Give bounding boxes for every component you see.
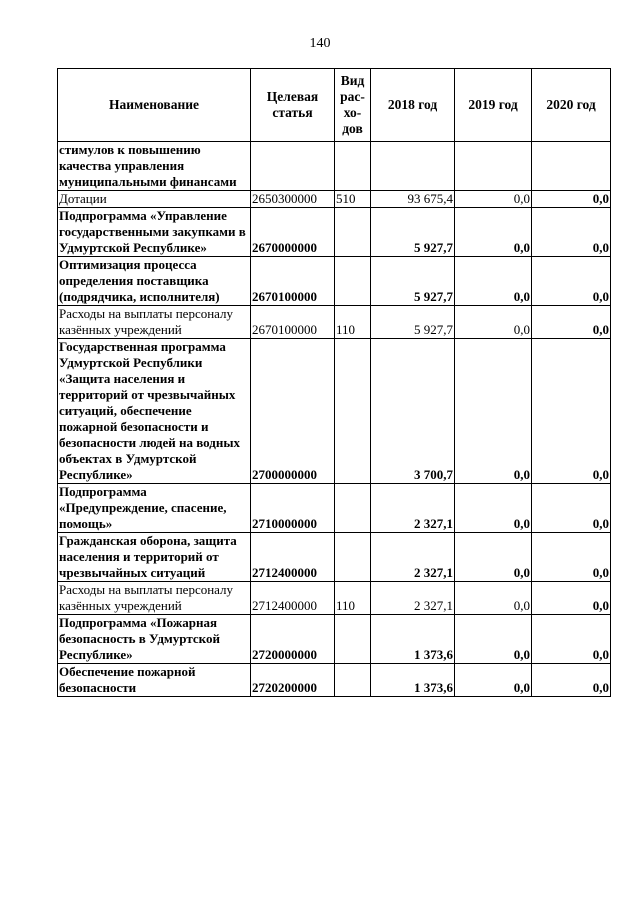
cell-name: Расходы на выплаты персоналу казённых учреждений bbox=[58, 306, 251, 339]
cell-2018 bbox=[371, 142, 455, 191]
cell-2020: 0,0 bbox=[532, 191, 611, 208]
cell-code: 2712400000 bbox=[251, 582, 335, 615]
cell-kind: 110 bbox=[335, 582, 371, 615]
cell-code: 2712400000 bbox=[251, 533, 335, 582]
cell-code: 2650300000 bbox=[251, 191, 335, 208]
cell-2018: 1 373,6 bbox=[371, 664, 455, 697]
cell-2018: 1 373,6 bbox=[371, 615, 455, 664]
header-2020: 2020 год bbox=[532, 69, 611, 142]
cell-2019: 0,0 bbox=[455, 208, 532, 257]
cell-2020: 0,0 bbox=[532, 208, 611, 257]
table-row bbox=[58, 664, 611, 697]
cell-2019: 0,0 bbox=[455, 257, 532, 306]
page-number: 140 bbox=[309, 36, 331, 51]
table-row bbox=[58, 615, 611, 664]
cell-name: Подпрограмма «Пожарная безопасность в Удмуртской Республике» bbox=[58, 615, 251, 664]
table-row bbox=[58, 142, 611, 191]
cell-kind bbox=[335, 339, 371, 484]
table-row bbox=[58, 533, 611, 582]
header-2018: 2018 год bbox=[371, 69, 455, 142]
cell-name: Гражданская оборона, защита населения и территорий от чрезвычайных ситуаций bbox=[58, 533, 251, 582]
cell-2020: 0,0 bbox=[532, 484, 611, 533]
cell-name: Государственная программа Удмуртской Республики «Защита населения и территорий от чрезвычайных ситуаций, обеспечение пожарной безопасности и безопасности людей на водных объектах в Удмуртской Республике» bbox=[58, 339, 251, 484]
table-header-row bbox=[58, 69, 611, 142]
cell-kind bbox=[335, 142, 371, 191]
table-row bbox=[58, 208, 611, 257]
cell-kind bbox=[335, 257, 371, 306]
table-row bbox=[58, 339, 611, 484]
cell-kind bbox=[335, 664, 371, 697]
cell-2018: 5 927,7 bbox=[371, 208, 455, 257]
cell-2019: 0,0 bbox=[455, 339, 532, 484]
cell-2019: 0,0 bbox=[455, 191, 532, 208]
table-row bbox=[58, 257, 611, 306]
budget-table bbox=[57, 68, 611, 697]
cell-2020: 0,0 bbox=[532, 582, 611, 615]
cell-name: Оптимизация процесса определения поставщика (подрядчика, исполнителя) bbox=[58, 257, 251, 306]
cell-2019: 0,0 bbox=[455, 484, 532, 533]
cell-2020: 0,0 bbox=[532, 257, 611, 306]
cell-code: 2700000000 bbox=[251, 339, 335, 484]
cell-2018: 93 675,4 bbox=[371, 191, 455, 208]
cell-kind: 110 bbox=[335, 306, 371, 339]
cell-name: Обеспечение пожарной безопасности bbox=[58, 664, 251, 697]
cell-2020: 0,0 bbox=[532, 533, 611, 582]
cell-2020 bbox=[532, 142, 611, 191]
cell-code: 2670000000 bbox=[251, 208, 335, 257]
table-row bbox=[58, 306, 611, 339]
cell-2018: 5 927,7 bbox=[371, 306, 455, 339]
cell-code: 2710000000 bbox=[251, 484, 335, 533]
cell-2020: 0,0 bbox=[532, 306, 611, 339]
cell-2018: 3 700,7 bbox=[371, 339, 455, 484]
cell-code: 2670100000 bbox=[251, 306, 335, 339]
cell-2019: 0,0 bbox=[455, 582, 532, 615]
cell-name: Дотации bbox=[58, 191, 251, 208]
cell-kind bbox=[335, 533, 371, 582]
cell-code bbox=[251, 142, 335, 191]
header-2019: 2019 год bbox=[455, 69, 532, 142]
cell-2019: 0,0 bbox=[455, 664, 532, 697]
header-code: Целевая статья bbox=[251, 69, 335, 142]
table-row bbox=[58, 582, 611, 615]
cell-2018: 2 327,1 bbox=[371, 533, 455, 582]
cell-name: Подпрограмма «Управление государственными закупками в Удмуртской Республике» bbox=[58, 208, 251, 257]
cell-kind: 510 bbox=[335, 191, 371, 208]
cell-2018: 2 327,1 bbox=[371, 582, 455, 615]
cell-2019 bbox=[455, 142, 532, 191]
cell-code: 2720000000 bbox=[251, 615, 335, 664]
cell-2019: 0,0 bbox=[455, 533, 532, 582]
cell-name: Расходы на выплаты персоналу казённых учреждений bbox=[58, 582, 251, 615]
cell-2020: 0,0 bbox=[532, 664, 611, 697]
cell-code: 2670100000 bbox=[251, 257, 335, 306]
cell-name: Подпрограмма «Предупреждение, спасение, помощь» bbox=[58, 484, 251, 533]
table-row bbox=[58, 191, 611, 208]
header-kind: Вид рас-хо-дов bbox=[335, 69, 371, 142]
table-row bbox=[58, 484, 611, 533]
cell-2020: 0,0 bbox=[532, 615, 611, 664]
cell-2019: 0,0 bbox=[455, 306, 532, 339]
header-name: Наименование bbox=[58, 69, 251, 142]
cell-2018: 5 927,7 bbox=[371, 257, 455, 306]
cell-kind bbox=[335, 484, 371, 533]
cell-name: стимулов к повышению качества управления муниципальными финансами bbox=[58, 142, 251, 191]
cell-2019: 0,0 bbox=[455, 615, 532, 664]
cell-code: 2720200000 bbox=[251, 664, 335, 697]
cell-kind bbox=[335, 615, 371, 664]
cell-2018: 2 327,1 bbox=[371, 484, 455, 533]
cell-2020: 0,0 bbox=[532, 339, 611, 484]
cell-kind bbox=[335, 208, 371, 257]
